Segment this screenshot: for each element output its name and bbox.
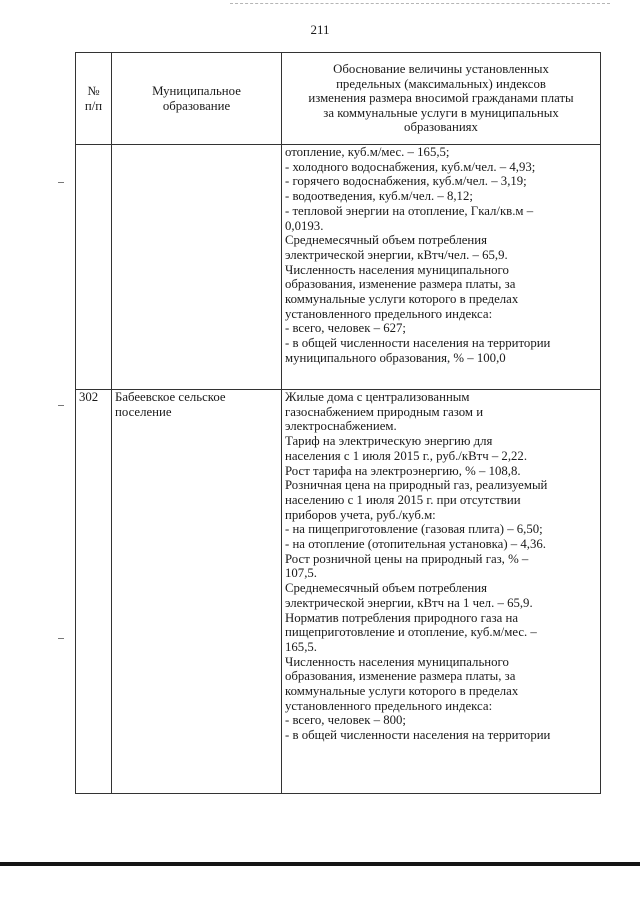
text-line: - на отопление (отопительная установка) – 4,36.	[285, 537, 546, 552]
header-justification-line: предельных (максимальных) индексов	[336, 76, 546, 91]
text-line: - в общей численности населения на территории	[285, 728, 551, 743]
text-line: 107,5.	[285, 566, 317, 581]
municipality-line: Бабеевское сельское	[115, 390, 226, 404]
scan-edge-line	[230, 3, 610, 4]
text-line: Численность населения муниципального	[285, 262, 509, 277]
text-line: муниципального образования, % – 100,0	[285, 350, 506, 365]
text-line: 165,5.	[285, 639, 317, 654]
text-line: - холодного водоснабжения, куб.м/чел. – 4,93;	[285, 159, 536, 174]
text-line: Тариф на электрическую энергию для	[285, 434, 493, 449]
text-line: Рост тарифа на электроэнергию, % – 108,8.	[285, 463, 521, 478]
text-line: электрической энергии, кВтч на 1 чел. – 65,9.	[285, 595, 533, 610]
text-line: - на пищеприготовление (газовая плита) – 6,50;	[285, 522, 543, 537]
scan-bottom-rule	[0, 862, 640, 866]
text-line: установленного предельного индекса:	[285, 698, 493, 713]
table-row	[76, 390, 601, 794]
text-line: приборов учета, руб./куб.м:	[285, 507, 436, 522]
text-line: коммунальные услуги которого в пределах	[285, 684, 519, 699]
header-municipality-line: Муниципальное	[152, 84, 241, 98]
header-num	[76, 53, 112, 145]
page-number: 211	[310, 22, 330, 37]
text-line: электроснабжением.	[285, 419, 397, 434]
header-municipality-line: образование	[162, 98, 231, 113]
text-line: газоснабжением природным газом и	[285, 404, 484, 419]
header-justification	[282, 53, 601, 145]
text-line: Среднемесячный объем потребления	[285, 581, 488, 596]
table-row	[76, 145, 601, 390]
header-justification-line: за коммунальные услуги в муниципальных	[323, 105, 559, 120]
text-line: - в общей численности населения на территории	[285, 336, 551, 351]
text-line: 0,0193.	[285, 218, 324, 233]
margin-tick	[58, 638, 64, 639]
text-line: - горячего водоснабжения, куб.м/чел. – 3,19;	[285, 174, 527, 189]
text-line: - всего, человек – 627;	[285, 321, 406, 336]
header-justification-line: Обоснование величины установленных	[333, 62, 549, 77]
text-line: - всего, человек – 800;	[285, 713, 406, 728]
text-line: образования, изменение размера платы, за	[285, 277, 516, 292]
text-line: Норматив потребления природного газа на	[285, 610, 519, 625]
text-line: Численность населения муниципального	[285, 654, 509, 669]
justification-cell	[282, 145, 601, 390]
justification-cell	[282, 390, 601, 794]
header-justification-line: образованиях	[404, 120, 478, 135]
text-line: населения с 1 июля 2015 г., руб./кВтч – 2,22.	[285, 448, 528, 463]
text-line: электрической энергии, кВтч/чел. – 65,9.	[285, 247, 508, 262]
indices-table	[75, 52, 601, 794]
text-line: - тепловой энергии на отопление, Гкал/кв.м –	[285, 203, 534, 218]
municipality-line: поселение	[115, 404, 172, 419]
text-line: коммунальные услуги которого в пределах	[285, 292, 519, 307]
header-municipality	[112, 53, 282, 145]
text-line: установленного предельного индекса:	[285, 306, 493, 321]
text-line: Рост розничной цены на природный газ, % –	[285, 551, 529, 566]
text-line: пищеприготовление и отопление, куб.м/мес. –	[285, 625, 537, 640]
municipality-cell	[112, 145, 282, 390]
municipality-cell	[112, 390, 282, 794]
text-line: Розничная цена на природный газ, реализуемый	[285, 478, 548, 493]
margin-tick	[58, 182, 64, 183]
row-number-cell: 302	[76, 390, 112, 794]
text-line: населению с 1 июля 2015 г. при отсутствии	[285, 492, 521, 507]
margin-tick	[58, 405, 64, 406]
text-line: Среднемесячный объем потребления	[285, 233, 488, 248]
text-line: - водоотведения, куб.м/чел. – 8,12;	[285, 189, 473, 204]
header-num-line: п/п	[84, 98, 103, 113]
text-line: Жилые дома с централизованным	[285, 390, 470, 404]
table-header-row	[76, 53, 601, 145]
header-num-line: №	[87, 84, 100, 98]
row-number-cell	[76, 145, 112, 390]
text-line: образования, изменение размера платы, за	[285, 669, 516, 684]
text-line: отопление, куб.м/мес. – 165,5;	[285, 145, 450, 159]
header-justification-line: изменения размера вносимой гражданами платы	[308, 91, 574, 106]
